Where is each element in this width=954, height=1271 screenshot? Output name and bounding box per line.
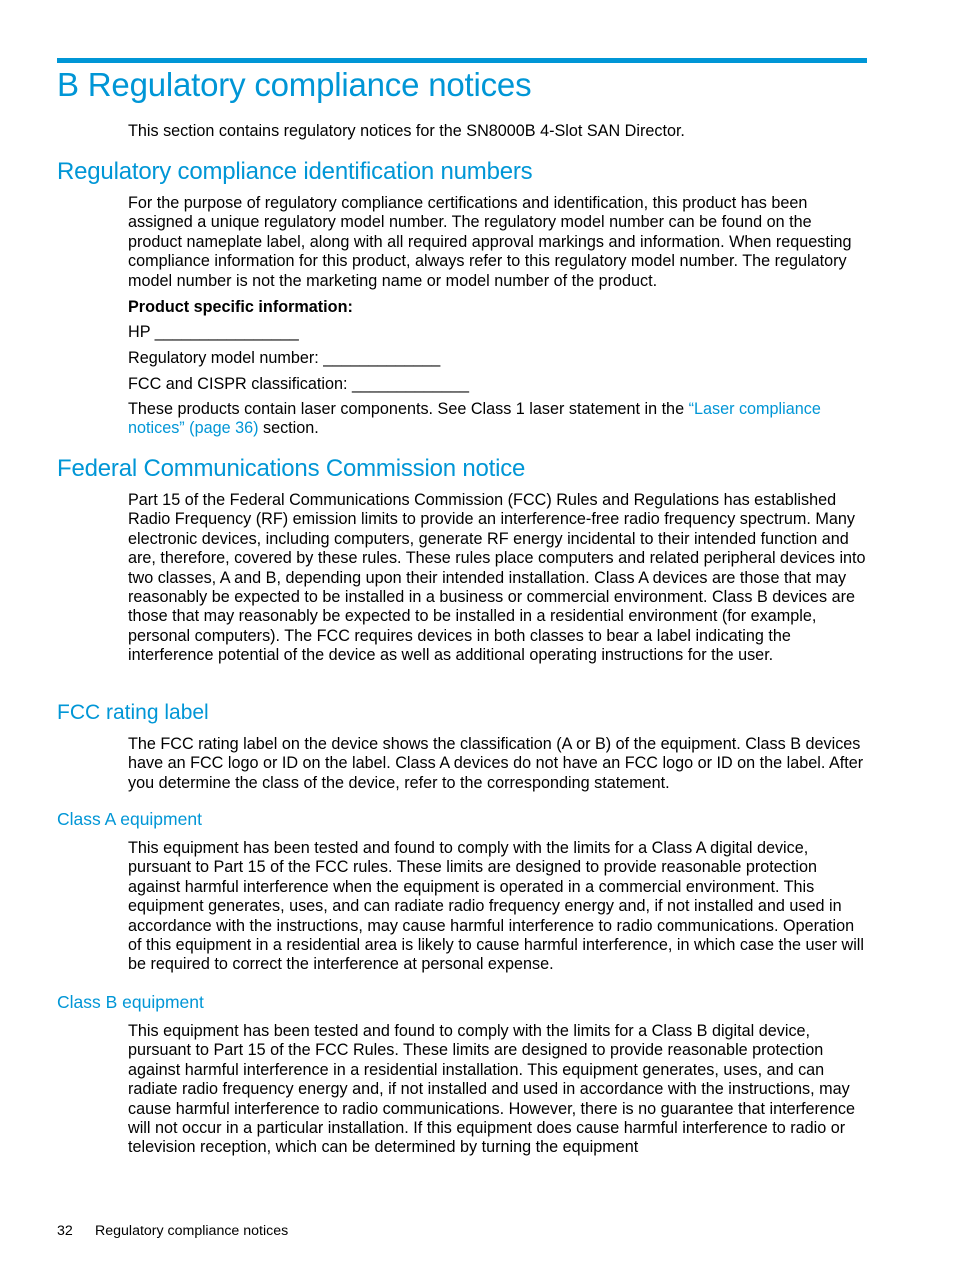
- product-info-label: Product specific information:: [128, 298, 353, 316]
- chapter-rule: [57, 58, 867, 63]
- page-number: 32: [57, 1223, 73, 1239]
- heading-fcc-notice: Federal Communications Commission notice: [57, 455, 526, 482]
- fcc-notice-body: Part 15 of the Federal Communications Commission (FCC) Rules and Regulations has established Radio Frequency (RF) emission limits to provide an interference-free radio frequency spectrum. Many electronic devices, including computers, generate RF energy incidental to their intended function and are, therefore, covered by these rules. These rules place computers and related peripheral devices into two classes, A and B, depending upon their intended installation. Class A devices are those that may reasonably be expected to be installed in a business or commercial environment. Class B devices are those that may reasonably be expected to be installed in a residential environment (for example, personal computers). The FCC requires devices in both classes to bear a label indicating the interference potential of the device as well as additional operating instructions for the user.: [128, 491, 866, 665]
- laser-text-before: These products contain laser components. See Class 1 laser statement in the: [128, 400, 689, 418]
- fcc-classification-line: FCC and CISPR classification: _____________: [128, 375, 470, 393]
- heading-class-a: Class A equipment: [57, 809, 202, 829]
- heading-identification: Regulatory compliance identification numbers: [57, 158, 533, 185]
- heading-fcc-rating: FCC rating label: [57, 701, 209, 724]
- class-a-body: This equipment has been tested and found to comply with the limits for a Class A digital device, pursuant to Part 15 of the FCC rules. These limits are designed to provide reasonable protection against harmful interference when the equipment is operated in a commercial environment. This equipment generates, uses, and can radiate radio frequency energy and, if not installed and used in accordance with the instructions, may cause harmful interference to radio communications. Operation of this equipment in a residential area is likely to cause harmful interference, in which case the user will be required to correct the interference at personal expense.: [128, 839, 864, 974]
- class-b-body: This equipment has been tested and found to comply with the limits for a Class B digital device, pursuant to Part 15 of the FCC Rules. These limits are designed to provide reasonable protection against harmful interference in a residential installation. This equipment generates, uses, and can radiate radio frequency energy and, if not installed and used in accordance with the instructions, may cause harmful interference to radio communications. However, there is no guarantee that interference will not occur in a particular installation. If this equipment does cause harmful interference to radio or television reception, which can be determined by turning the equipment: [128, 1022, 856, 1157]
- laser-text-after: section.: [258, 419, 319, 438]
- identification-body: For the purpose of regulatory compliance certifications and identification, this product has been assigned a unique regulatory model number. The regulatory model number can be found on the product nameplate label, along with all required approval markings and information. When requesting compliance information for this product, always refer to this regulatory model number. The regulatory model number is not the marketing name or model number of the product.: [128, 194, 852, 290]
- hp-line: HP ________________: [128, 323, 299, 341]
- chapter-title: B Regulatory compliance notices: [57, 66, 532, 103]
- laser-statement: [128, 400, 870, 439]
- page-footer: [57, 1223, 288, 1239]
- heading-class-b: Class B equipment: [57, 992, 204, 1012]
- laser-compliance-link[interactable]: “Laser compliance notices” (page 36): [128, 400, 821, 438]
- footer-title: Regulatory compliance notices: [95, 1223, 289, 1239]
- model-number-line: Regulatory model number: _____________: [128, 349, 441, 367]
- chapter-intro: This section contains regulatory notices for the SN8000B 4-Slot SAN Director.: [128, 122, 685, 140]
- fcc-rating-body: The FCC rating label on the device shows the classification (A or B) of the equipment. Class B devices have an FCC logo or ID on the label. Class A devices do not have an FCC logo or ID on the label. After you determine the class of the device, refer to the corresponding statement.: [128, 735, 864, 792]
